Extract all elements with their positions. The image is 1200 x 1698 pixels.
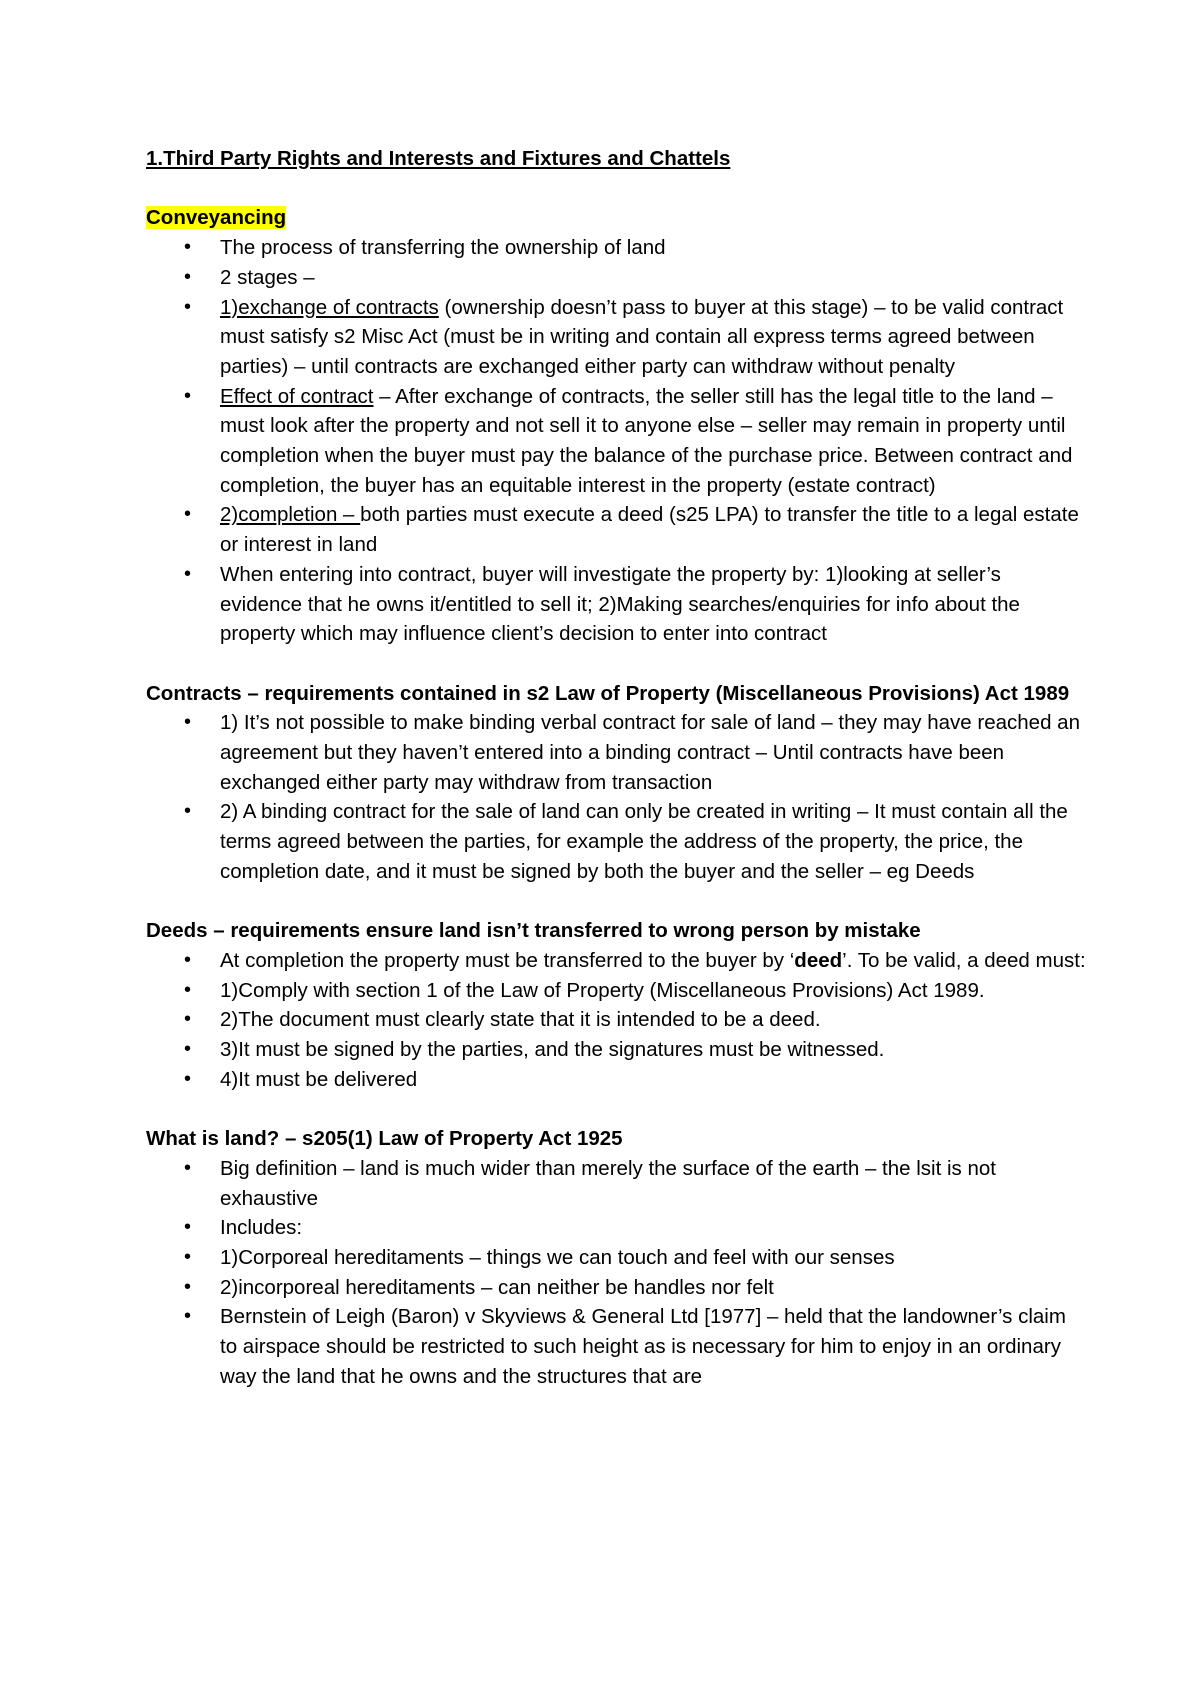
list-item: • 4)It must be delivered: [146, 1065, 1086, 1095]
list-item: • When entering into contract, buyer will investigate the property by: 1)looking at seller’s evidence that he owns it/entitled to sell it; 2)Making searches/enquiries for info about the property which may influence client’s decision to enter into contract: [146, 560, 1086, 649]
list-item: [146, 382, 1086, 501]
list-item: • Bernstein of Leigh (Baron) v Skyviews & General Ltd [1977] – held that the landowner’s claim to airspace should be restricted to such height as is necessary for him to enjoy in an ordinary way the land that he owns and the structures that are: [146, 1302, 1086, 1391]
underlined-term: 1)exchange of contracts: [220, 295, 439, 319]
list-item: [146, 293, 1086, 382]
item-text: (ownership doesn’t pass to buyer at this stage) – to be valid contract must satisfy s2 Misc Act (must be in writing and contain all express terms agreed between parties) – until contracts are exchanged either party can withdraw without penalty: [220, 295, 1064, 378]
list-item: • The process of transferring the ownership of land: [146, 233, 1086, 263]
list-item: • Big definition – land is much wider than merely the surface of the earth – the lsit is not exhaustive: [146, 1154, 1086, 1213]
spacer: [146, 174, 1086, 204]
item-text: both parties must execute a deed (s25 LPA) to transfer the title to a legal estate or interest in land: [220, 503, 1079, 557]
document-page: [146, 144, 1086, 1391]
list-item: • 3)It must be signed by the parties, and the signatures must be witnessed.: [146, 1035, 1086, 1065]
document-title: 1.Third Party Rights and Interests and Fixtures and Chattels: [146, 147, 731, 170]
section-heading-deeds: Deeds – requirements ensure land isn’t transferred to wrong person by mistake: [146, 919, 921, 943]
list-item: • 1)Corporeal hereditaments – things we can touch and feel with our senses: [146, 1243, 1086, 1273]
spacer: [146, 1094, 1086, 1124]
highlighted-heading-text: Conveyancing: [146, 206, 287, 230]
section-heading-land: What is land? – s205(1) Law of Property Act 1925: [146, 1127, 623, 1151]
underlined-term: Effect of contract: [220, 384, 374, 408]
underlined-term: 2)completion –: [220, 503, 361, 527]
section-heading-conveyancing: [146, 203, 1086, 233]
list-item: [146, 946, 1086, 976]
spacer: [146, 649, 1086, 679]
contracts-list: [146, 708, 1086, 886]
deeds-list: [146, 946, 1086, 1095]
list-item: • Includes:: [146, 1213, 1086, 1243]
list-item: [146, 500, 1086, 559]
list-item: • 2) A binding contract for the sale of land can only be created in writing – It must contain all the terms agreed between the parties, for example the address of the property, the price, the completion date, and it must be signed by both the buyer and the seller – eg Deeds: [146, 797, 1086, 886]
list-item: • 1) It’s not possible to make binding verbal contract for sale of land – they may have reached an agreement but they haven’t entered into a binding contract – Until contracts have been exchanged either party may withdraw from transaction: [146, 708, 1086, 797]
spacer: [146, 887, 1086, 917]
item-text: ’. To be valid, a deed must:: [842, 948, 1086, 972]
section-heading-contracts: Contracts – requirements contained in s2 Law of Property (Miscellaneous Provisions) Act 1989: [146, 681, 1070, 705]
item-text: At completion the property must be transferred to the buyer by ‘: [220, 948, 795, 972]
item-text: – After exchange of contracts, the seller still has the legal title to the land – must look after the property and not sell it to anyone else – seller may remain in property until completion when the buyer must pay the balance of the purchase price. Between contract and completion, the buyer has an equitable interest in the property (estate contract): [220, 384, 1073, 497]
list-item: • 2)incorporeal hereditaments – can neither be handles nor felt: [146, 1273, 1086, 1303]
list-item: • 1)Comply with section 1 of the Law of Property (Miscellaneous Provisions) Act 1989.: [146, 976, 1086, 1006]
bold-term: deed: [794, 948, 843, 972]
land-list: [146, 1154, 1086, 1392]
conveyancing-list: [146, 233, 1086, 649]
list-item: • 2)The document must clearly state that it is intended to be a deed.: [146, 1005, 1086, 1035]
list-item: • 2 stages –: [146, 263, 1086, 293]
